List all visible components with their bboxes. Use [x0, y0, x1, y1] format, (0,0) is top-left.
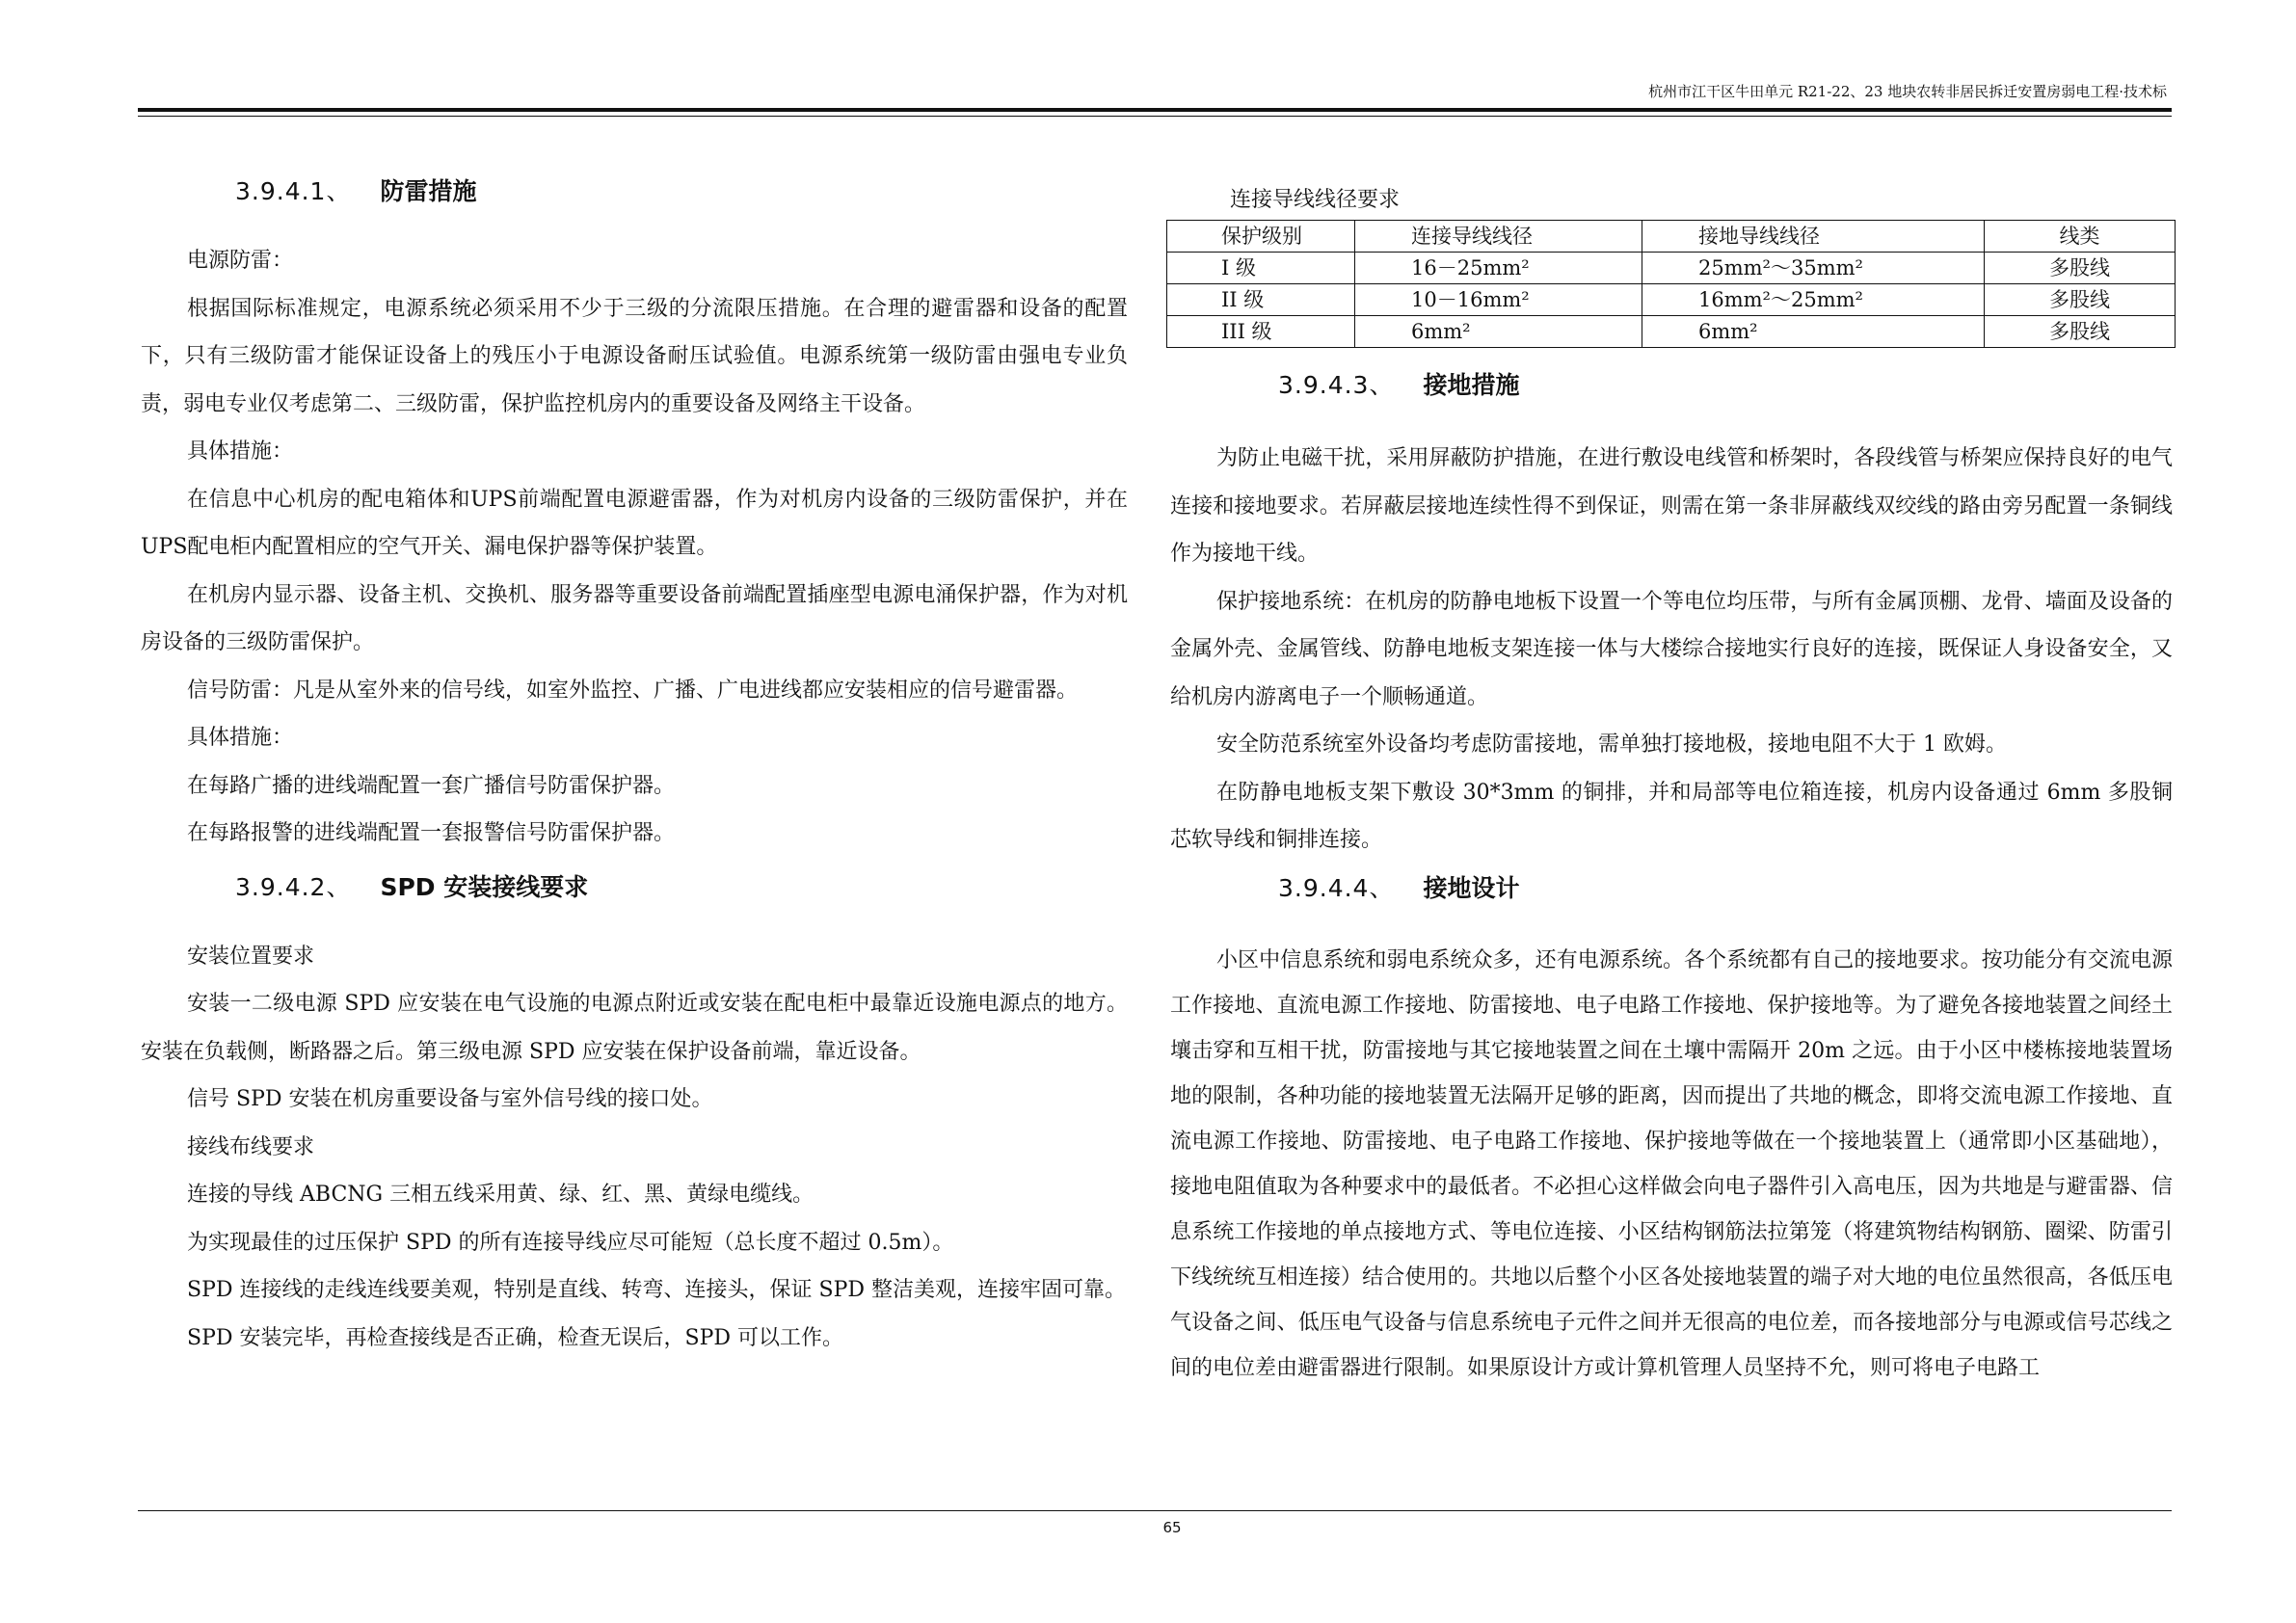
table-header-cell: 线类 [1985, 221, 2176, 253]
table-cell: 多股线 [1985, 284, 2176, 316]
paragraph: 连接的导线 ABCNG 三相五线采用黄、绿、红、黑、黄绿电缆线。 [187, 1183, 814, 1207]
section-number: 3.9.4.4、 [1278, 873, 1395, 902]
table-cell: III 级 [1167, 316, 1355, 348]
paragraph: 为实现最佳的过压保护 SPD 的所有连接导线应尽可能短（总长度不超过 0.5m）。 [187, 1230, 954, 1255]
table-row [1167, 284, 2176, 316]
paragraph: SPD 安装完毕，再检查接线是否正确，检查无误后，SPD 可以工作。 [187, 1325, 844, 1350]
table-cell: 多股线 [1985, 253, 2176, 284]
paragraph: 安全防范系统室外设备均考虑防雷接地，需单独打接地极，接地电阻不大于 1 欧姆。 [1216, 732, 2007, 757]
table-cell: 6mm² [1355, 316, 1642, 348]
paragraph: 电源防雷： [187, 249, 294, 273]
table-cell: II 级 [1167, 284, 1355, 316]
paragraph: 安装一二级电源 SPD 应安装在电气设施的电源点附近或安装在配电柜中最靠近设施电源点的地方。安装在负载侧，断路器之后。第三级电源 SPD 应安装在保护设备前端，靠近设备。 [141, 992, 1128, 1064]
page-number: 65 [1162, 1519, 1182, 1536]
paragraph: 安装位置要求 [187, 944, 315, 969]
paragraph: 信号防雷：凡是从室外来的信号线，如室外监控、广播、广电进线都应安装相应的信号避雷器。 [187, 678, 1079, 703]
left-column [141, 145, 1128, 1362]
paragraph: 接线布线要求 [187, 1134, 315, 1159]
table-header-cell: 保护级别 [1167, 221, 1355, 253]
paragraph: 在信息中心机房的配电箱体和UPS前端配置电源避雷器，作为对机房内设备的三级防雷保护，并在UPS配电柜内配置相应的空气开关、漏电保护器等保护装置。 [141, 487, 1128, 559]
section-heading-3-9-4-2 [141, 871, 1128, 904]
header-rule-thick [138, 108, 2172, 112]
right-column [1170, 172, 2173, 1391]
table-cell: 16mm²～25mm² [1642, 284, 1985, 316]
table-cell: 6mm² [1642, 316, 1985, 348]
paragraph: 在每路广播的进线端配置一套广播信号防雷保护器。 [187, 773, 676, 798]
section-title: 接地设计 [1423, 873, 1520, 902]
table-cell: 25mm²～35mm² [1642, 253, 1985, 284]
paragraph: 在防静电地板支架下敷设 30*3mm 的铜排，并和局部等电位箱连接，机房内设备通过 6mm 多股铜芯软导线和铜排连接。 [1170, 780, 2173, 852]
page-header: 杭州市江干区牛田单元 R21-22、23 地块农转非居民拆迁安置房弱电工程·技术标 [1648, 83, 2167, 100]
paragraph: 信号 SPD 安装在机房重要设备与室外信号线的接口处。 [187, 1087, 713, 1111]
paragraph: 具体措施： [187, 439, 294, 464]
section-number: 3.9.4.2、 [235, 872, 352, 901]
paragraph: 具体措施： [187, 726, 294, 750]
section-title: 接地措施 [1423, 371, 1520, 399]
table-caption: 连接导线线径要求 [1230, 188, 1401, 212]
table-cell: 16－25mm² [1355, 253, 1642, 284]
table-cell: I 级 [1167, 253, 1355, 284]
section-title: 防雷措施 [380, 177, 477, 205]
paragraph: 在每路报警的进线端配置一套报警信号防雷保护器。 [187, 821, 676, 845]
section-heading-3-9-4-4 [1170, 872, 2173, 905]
paragraph: 保护接地系统：在机房的防静电地板下设置一个等电位均压带，与所有金属顶棚、龙骨、墙面及设备的金属外壳、金属管线、防静电地板支架连接一体与大楼综合接地实行良好的连接，既保证人身设备安全，又给机房内游离电子一个顺畅通道。 [1170, 589, 2173, 709]
table-row [1167, 316, 2176, 348]
table-header-cell: 连接导线线径 [1355, 221, 1642, 253]
section-title: SPD 安装接线要求 [380, 872, 589, 901]
paragraph: SPD 连接线的走线连线要美观，特别是直线、转弯、连接头，保证 SPD 整洁美观，连接牢固可靠。 [187, 1278, 1127, 1302]
table-cell: 多股线 [1985, 316, 2176, 348]
paragraph: 为防止电磁干扰，采用屏蔽防护措施，在进行敷设电线管和桥架时，各段线管与桥架应保持良好的电气连接和接地要求。若屏蔽层接地连续性得不到保证，则需在第一条非屏蔽线双绞线的路由旁另配置一条铜线作为接地干线。 [1170, 446, 2173, 566]
header-rule-thin [138, 116, 2172, 117]
table-header-row [1167, 221, 2176, 253]
section-number: 3.9.4.1、 [235, 177, 352, 205]
paragraph: 小区中信息系统和弱电系统众多，还有电源系统。各个系统都有自己的接地要求。按功能分有交流电源工作接地、直流电源工作接地、防雷接地、电子电路工作接地、保护接地等。为了避免各接地装置之间经土壤击穿和互相干扰，防雷接地与其它接地装置之间在土壤中需隔开 20m 之远。由于小区中楼栋接地装置场地的限制，各种功能的接地装置无法隔开足够的距离，因而提出了共地的概念，即将交流电源工作接地、直流电源工作接地、防雷接地、电子电路工作接地、保护接地等做在一个接地装置上（通常即小区基础地），接地电阻值取为各种要求中的最低者。不必担心这样做会向电子器件引入高电压，因为共地是与避雷器、信息系统工作接地的单点接地方式、等电位连接、小区结构钢筋法拉第笼（将建筑物结构钢筋、圈梁、防雷引下线统统互相连接）结合使用的。共地以后整个小区各处接地装置的端子对大地的电位虽然很高，各低压电气设备之间、低压电气设备与信息系统电子元件之间并无很高的电位差，而各接地部分与电源或信号芯线之间的电位差由避雷器进行限制。如果原设计方或计算机管理人员坚持不允，则可将电子电路工 [1170, 947, 2173, 1380]
section-heading-3-9-4-3 [1170, 369, 2173, 402]
table-row [1167, 253, 2176, 284]
paragraph: 在机房内显示器、设备主机、交换机、服务器等重要设备前端配置插座型电源电涌保护器，作为对机房设备的三级防雷保护。 [141, 582, 1128, 654]
table-header-cell: 接地导线线径 [1642, 221, 1985, 253]
paragraph: 根据国际标准规定，电源系统必须采用不少于三级的分流限压措施。在合理的避雷器和设备的配置下，只有三级防雷才能保证设备上的残压小于电源设备耐压试验值。电源系统第一级防雷由强电专业负责，弱电专业仅考虑第二、三级防雷，保护监控机房内的重要设备及网络主干设备。 [141, 296, 1128, 416]
table-cell: 10－16mm² [1355, 284, 1642, 316]
conductor-spec-table [1166, 220, 2176, 348]
footer-rule [138, 1510, 2172, 1511]
section-number: 3.9.4.3、 [1278, 371, 1395, 399]
section-heading-3-9-4-1 [141, 175, 1128, 208]
